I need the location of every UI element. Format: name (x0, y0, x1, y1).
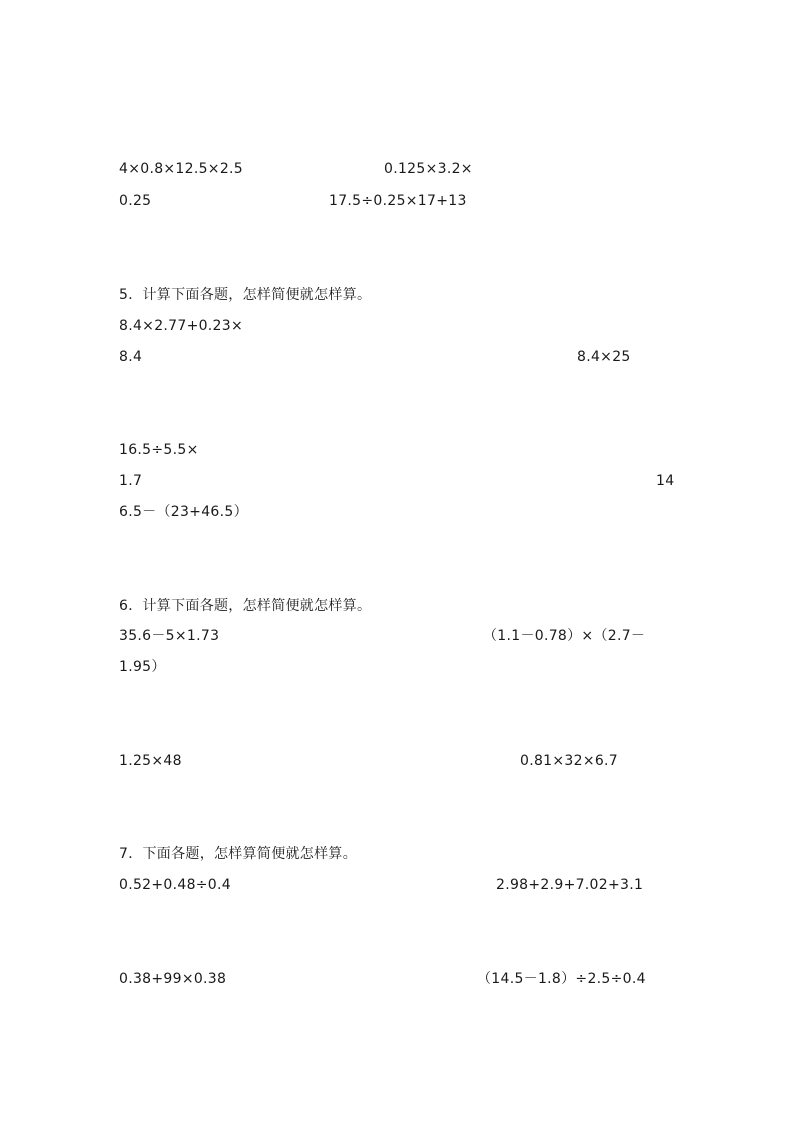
q7-expr-1: 0.52+0.48÷0.4 (119, 877, 231, 893)
q4-expr-2: 0.125×3.2× (384, 161, 473, 177)
q5-expr-4: 14 (656, 473, 675, 489)
q7-expr-2: 2.98+2.9+7.02+3.1 (496, 877, 644, 893)
q4-expr-2-cont: 0.25 (119, 193, 152, 209)
q5-expr-4-cont: 6.5－（23+46.5） (119, 504, 248, 520)
q5-expr-2: 8.4×25 (577, 349, 631, 365)
q6-expr-1: 35.6－5×1.73 (119, 628, 220, 644)
q6-expr-2: （1.1－0.78）×（2.7－ (483, 628, 646, 644)
q6-title: 6．计算下面各题，怎样简便就怎样算。 (119, 598, 372, 614)
q5-title: 5．计算下面各题，怎样简便就怎样算。 (119, 287, 372, 303)
q4-expr-3: 17.5÷0.25×17+13 (329, 193, 467, 209)
q6-expr-2-cont: 1.95） (119, 659, 166, 675)
q5-expr-3: 16.5÷5.5× (119, 442, 199, 458)
q6-expr-3: 1.25×48 (119, 753, 182, 769)
q4-expr-1: 4×0.8×12.5×2.5 (119, 161, 243, 177)
q5-expr-3-cont: 1.7 (119, 473, 143, 489)
q6-expr-4: 0.81×32×6.7 (520, 753, 619, 769)
q7-expr-4: （14.5－1.8）÷2.5÷0.4 (477, 971, 646, 987)
q5-expr-1: 8.4×2.77+0.23× (119, 318, 243, 334)
q7-title: 7．下面各题，怎样算简便就怎样算。 (119, 846, 358, 862)
q7-expr-3: 0.38+99×0.38 (119, 971, 227, 987)
q5-expr-1-cont: 8.4 (119, 349, 143, 365)
